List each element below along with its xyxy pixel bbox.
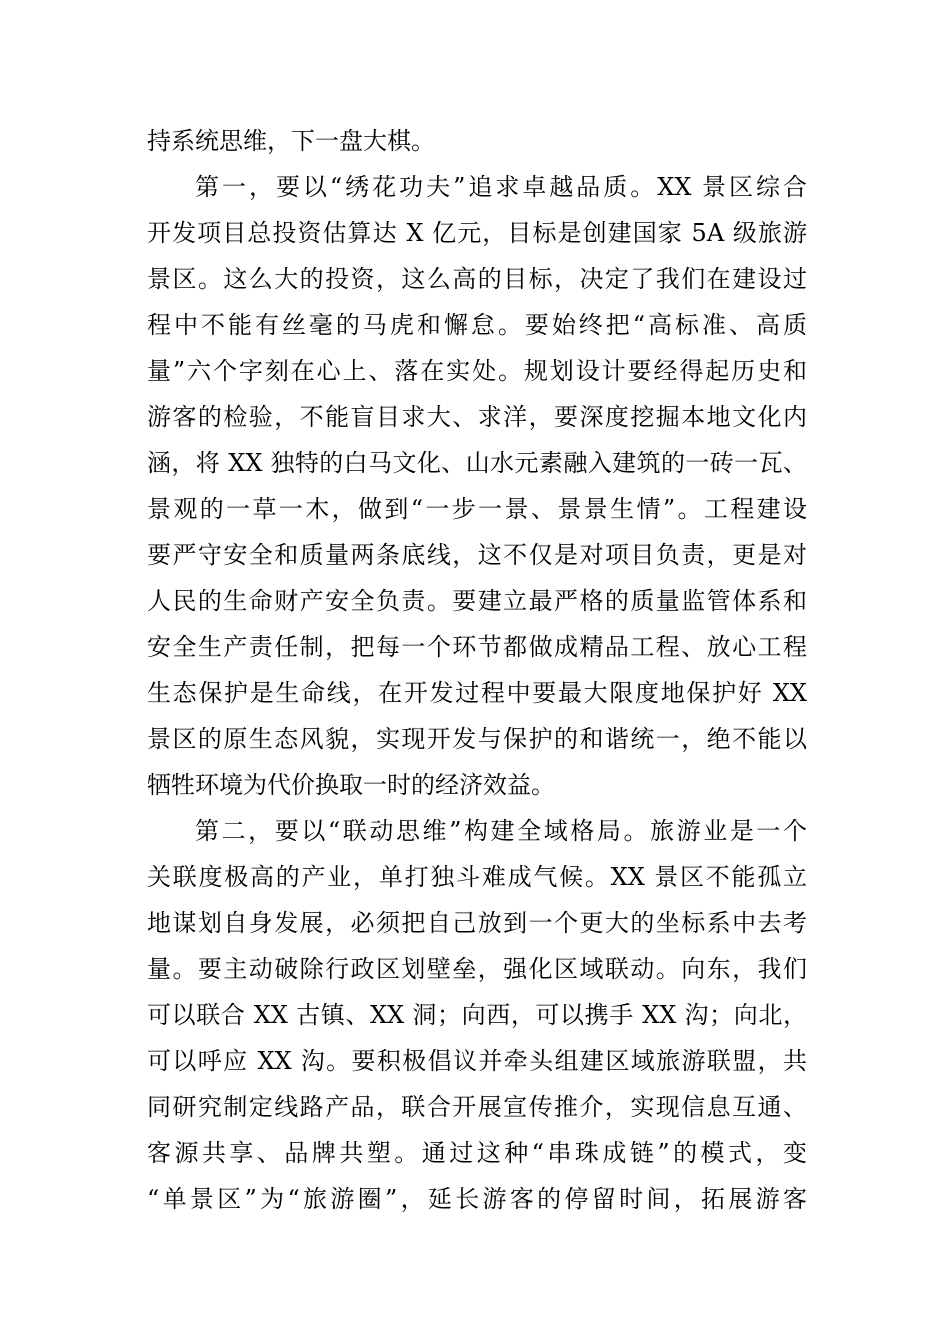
text-line: 持系统思维，下一盘大棋。 <box>147 127 435 155</box>
text-line: 开发项目总投资估算达 X 亿元，目标是创建国家 5A 级旅游 <box>147 219 807 247</box>
text-line: 量。要主动破除行政区划壁垒，强化区域联动。向东，我们 <box>147 955 807 983</box>
text-line: “单景区”为“旅游圈”，延长游客的停留时间，拓展游客 <box>147 1185 807 1213</box>
text-line: 人民的生命财产安全负责。要建立最严格的质量监管体系和 <box>147 587 807 615</box>
document-body <box>147 118 807 1222</box>
text-line: 程中不能有丝毫的马虎和懈怠。要始终把“高标准、高质 <box>147 311 807 339</box>
paragraph-first-line: 第一，要以“绣花功夫”追求卓越品质。XX 景区综合 <box>195 173 807 201</box>
text-line: 要严守安全和质量两条底线，这不仅是对项目负责，更是对 <box>147 541 807 569</box>
text-line: 生态保护是生命线，在开发过程中要最大限度地保护好 XX <box>147 679 807 707</box>
text-line: 牺牲环境为代价换取一时的经济效益。 <box>147 771 555 799</box>
text-line: 景观的一草一木，做到“一步一景、景景生情”。工程建设 <box>147 495 807 523</box>
text-line: 涵，将 XX 独特的白马文化、山水元素融入建筑的一砖一瓦、 <box>147 449 807 477</box>
text-line: 客源共享、品牌共塑。通过这种“串珠成链”的模式，变 <box>147 1139 807 1167</box>
text-line: 安全生产责任制，把每一个环节都做成精品工程、放心工程 <box>147 633 807 661</box>
text-line: 可以联合 XX 古镇、XX 洞；向西，可以携手 XX 沟；向北， <box>147 1001 807 1029</box>
text-line: 景区。这么大的投资，这么高的目标，决定了我们在建设过 <box>147 265 807 293</box>
paragraph-first-line: 第二，要以“联动思维”构建全域格局。旅游业是一个 <box>195 817 807 845</box>
text-line: 可以呼应 XX 沟。要积极倡议并牵头组建区域旅游联盟，共 <box>147 1047 807 1075</box>
text-line: 地谋划自身发展，必须把自己放到一个更大的坐标系中去考 <box>147 909 807 937</box>
text-line: 关联度极高的产业，单打独斗难成气候。XX 景区不能孤立 <box>147 863 807 891</box>
text-line: 景区的原生态风貌，实现开发与保护的和谐统一，绝不能以 <box>147 725 807 753</box>
text-line: 同研究制定线路产品，联合开展宣传推介，实现信息互通、 <box>147 1093 807 1121</box>
text-line: 量”六个字刻在心上、落在实处。规划设计要经得起历史和 <box>147 357 807 385</box>
text-line: 游客的检验，不能盲目求大、求洋，要深度挖掘本地文化内 <box>147 403 807 431</box>
